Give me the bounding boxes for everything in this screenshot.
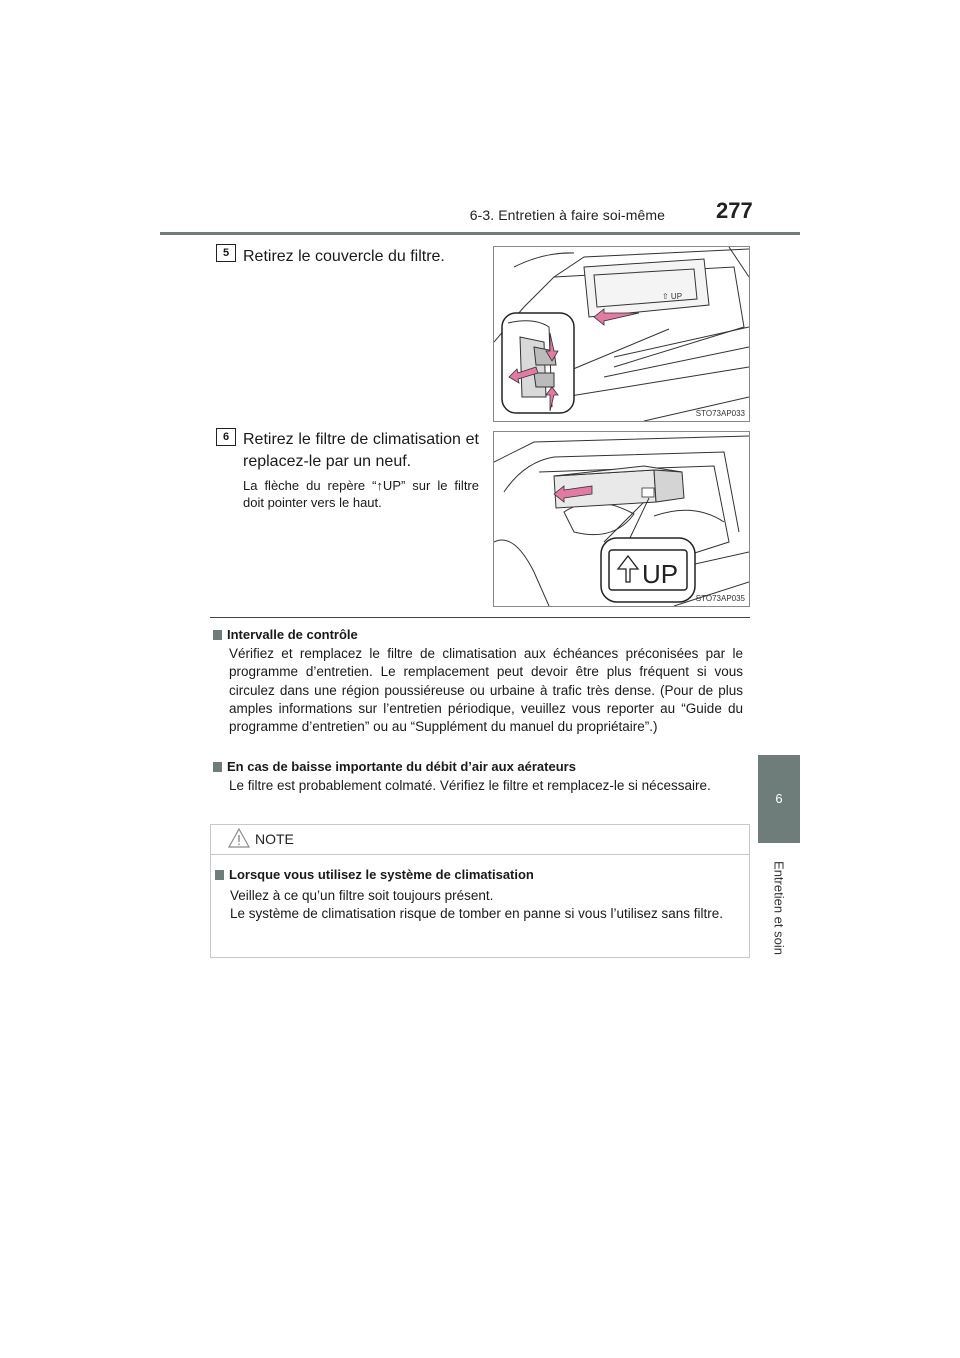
- chapter-label-text: Entretien et soin: [771, 861, 787, 955]
- figure-code-6: STO73AP035: [695, 594, 745, 603]
- square-bullet-icon: [213, 762, 222, 772]
- note-box: [210, 824, 750, 958]
- note-body-interval: Vérifiez et remplacez le filtre de climatisation aux échéances préconisées par le programme d’entretien. Le remplacement peut devoir être plus fréquent si vous circulez dans une région poussiéreuse ou urbaine à trafic très dense. (Pour de plus amples informations sur l’entretien périodique, veuillez vous reporter au “Guide du programme d’entretien” ou au “Supplément du manuel du propriétaire”.): [229, 646, 743, 735]
- square-bullet-icon: [215, 870, 224, 880]
- chapter-number: 6: [775, 791, 783, 806]
- note-box-body: [230, 887, 742, 922]
- square-bullet-icon: [213, 630, 222, 640]
- note-body-airflow: Le filtre est probablement colmaté. Vérifiez le filtre et remplacez-le si nécessaire.: [229, 778, 711, 793]
- content-divider: [210, 617, 750, 618]
- step-number-5: 5: [216, 244, 236, 262]
- up-label: UP: [642, 559, 679, 589]
- note-box-header: [211, 825, 749, 855]
- header-divider: [160, 232, 800, 235]
- step-text-5: Retirez le couvercle du filtre.: [243, 248, 445, 265]
- note-heading-airflow: En cas de baisse importante du débit d’air aux aérateurs: [213, 759, 576, 774]
- step-text-6: Retirez le filtre de climatisation et replacez-le par un neuf.: [243, 431, 479, 470]
- step-number-6: 6: [216, 428, 236, 446]
- chapter-tab: [758, 755, 800, 843]
- note-label: NOTE: [255, 831, 294, 847]
- figure-remove-cover: [493, 246, 750, 422]
- filter-replacement-illustration: [494, 432, 749, 606]
- note-box-heading: Lorsque vous utilisez le système de climatisation: [215, 867, 534, 882]
- note-box-line-2: Le système de climatisation risque de tomber en panne si vous l’utilisez sans filtre.: [230, 905, 723, 921]
- warning-triangle-icon: [228, 828, 250, 848]
- step-note-6: La flèche du repère “↑UP” sur le filtre doit pointer vers le haut.: [243, 478, 479, 510]
- cover-up-mark: ⇧ UP: [662, 292, 683, 301]
- chapter-label: [770, 848, 788, 968]
- note-heading-interval: Intervalle de contrôle: [213, 627, 358, 642]
- note-box-line-1: Veillez à ce qu’un filtre soit toujours présent.: [230, 888, 494, 903]
- page-number: 277: [716, 198, 753, 223]
- section-title: 6-3. Entretien à faire soi-même: [469, 207, 665, 223]
- filter-cover-illustration: [494, 247, 749, 421]
- figure-replace-filter: [493, 431, 750, 607]
- figure-code-5: STO73AP033: [695, 409, 745, 418]
